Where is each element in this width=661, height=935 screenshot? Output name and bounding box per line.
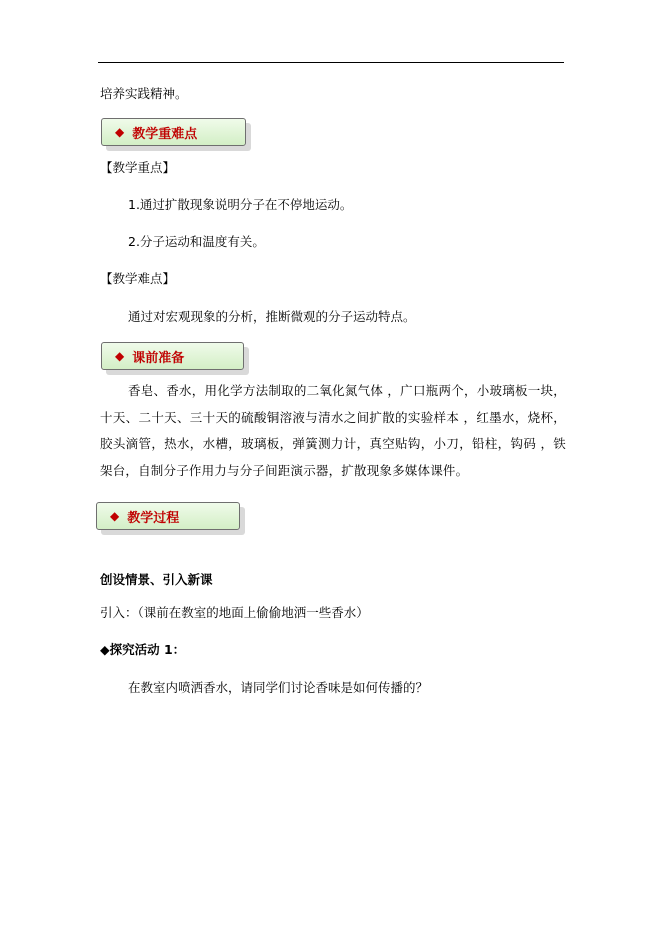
section-title: 教学过程	[127, 510, 180, 526]
section-heading-process	[96, 502, 240, 530]
difficult-point-text: 通过对宏观现象的分析，推断微观的分子运动特点。	[128, 309, 416, 324]
diamond-bullet-icon: ◆	[115, 349, 125, 363]
key-points-heading: 【教学重点】	[100, 160, 176, 175]
process-intro: 引入：（课前在教室的地面上偷偷地洒一些香水）	[100, 605, 369, 620]
key-point-item: 1.通过扩散现象说明分子在不停地运动。	[128, 197, 353, 212]
header-rule	[98, 62, 564, 63]
diamond-bullet-icon: ◆	[115, 125, 125, 139]
activity-text: 在教室内喷洒香水，请同学们讨论香味是如何传播的？	[128, 680, 429, 695]
section-heading-key-difficult	[101, 118, 246, 146]
process-subheading: 创设情景、引入新课	[100, 572, 213, 587]
difficult-points-heading: 【教学难点】	[100, 271, 176, 286]
section-title: 课前准备	[132, 350, 185, 366]
intro-line: 培养实践精神。	[100, 86, 188, 101]
preparation-paragraph: 香皂、香水，用化学方法制取的二氧化氮气体 ，广口瓶两个，小玻璃板一块，十天、二十天、三十天的硫酸铜溶液与清水之间扩散的实验样本 ，红墨水，烧杯，胶头滴管，热水，水槽，玻璃板，弹簧测力计，真空贴钩，小刀，铅柱，钩码 ，铁架台，自制分子作用力与分子间距演示器，扩散现象多媒体课件。	[100, 383, 566, 478]
key-point-item: 2.分子运动和温度有关。	[128, 234, 265, 249]
activity-title: ◆探究活动 1：	[100, 642, 186, 657]
section-heading-preparation	[101, 342, 244, 370]
diamond-bullet-icon: ◆	[110, 509, 120, 523]
section-title: 教学重难点	[132, 126, 198, 142]
